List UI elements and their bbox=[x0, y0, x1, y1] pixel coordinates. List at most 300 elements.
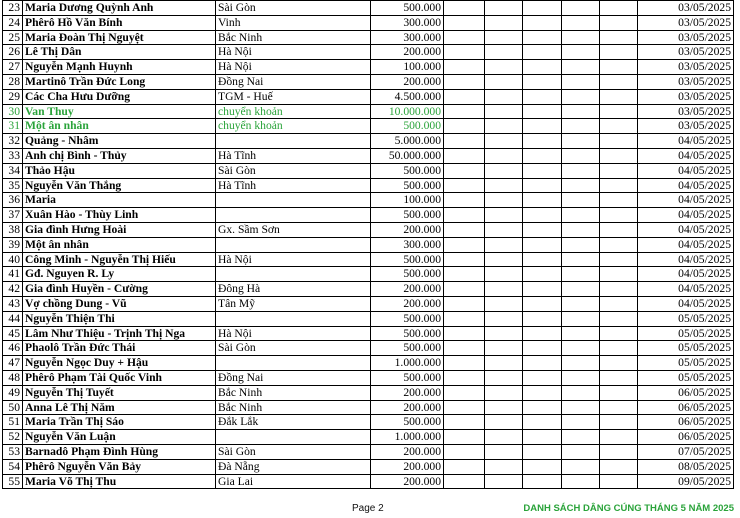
empty-cell bbox=[485, 237, 523, 252]
empty-cell bbox=[444, 459, 485, 474]
empty-cell bbox=[485, 119, 523, 134]
donor-place: Hà Tĩnh bbox=[216, 178, 371, 193]
empty-cell bbox=[444, 222, 485, 237]
donation-amount: 500.000 bbox=[371, 415, 444, 430]
table-row bbox=[3, 311, 734, 326]
empty-cell bbox=[485, 296, 523, 311]
donor-place bbox=[216, 208, 371, 223]
empty-cell bbox=[523, 148, 562, 163]
empty-cell bbox=[444, 104, 485, 119]
empty-cell bbox=[600, 193, 638, 208]
empty-cell bbox=[485, 74, 523, 89]
empty-cell bbox=[485, 459, 523, 474]
empty-cell bbox=[485, 267, 523, 282]
table-row bbox=[3, 415, 734, 430]
donation-amount: 500.000 bbox=[371, 252, 444, 267]
donation-date: 05/05/2025 bbox=[638, 356, 734, 371]
donor-name: Phêrô Hồ Văn Bính bbox=[23, 15, 216, 30]
empty-cell bbox=[600, 385, 638, 400]
empty-cell bbox=[485, 89, 523, 104]
empty-cell bbox=[562, 30, 600, 45]
empty-cell bbox=[562, 282, 600, 297]
empty-cell bbox=[485, 1, 523, 16]
empty-cell bbox=[600, 74, 638, 89]
donation-amount: 100.000 bbox=[371, 60, 444, 75]
donor-place: Đồng Nai bbox=[216, 74, 371, 89]
empty-cell bbox=[600, 1, 638, 16]
empty-cell bbox=[523, 444, 562, 459]
table-row bbox=[3, 282, 734, 297]
donor-name: Barnadô Phạm Đình Hùng bbox=[23, 444, 216, 459]
donor-name: Một ân nhân bbox=[23, 119, 216, 134]
donation-amount: 200.000 bbox=[371, 282, 444, 297]
donor-name: Phêrô Phạm Tài Quốc Vinh bbox=[23, 370, 216, 385]
row-number: 55 bbox=[3, 474, 23, 489]
empty-cell bbox=[562, 178, 600, 193]
donation-date: 04/05/2025 bbox=[638, 163, 734, 178]
empty-cell bbox=[523, 459, 562, 474]
donor-name: Thảo Hậu bbox=[23, 163, 216, 178]
table-row bbox=[3, 148, 734, 163]
donor-name: Van Thuy bbox=[23, 104, 216, 119]
empty-cell bbox=[562, 311, 600, 326]
row-number: 44 bbox=[3, 311, 23, 326]
donor-name: Gia đình Huyền - Cường bbox=[23, 282, 216, 297]
empty-cell bbox=[523, 89, 562, 104]
empty-cell bbox=[600, 341, 638, 356]
empty-cell bbox=[485, 385, 523, 400]
donation-date: 05/05/2025 bbox=[638, 341, 734, 356]
donation-table bbox=[2, 0, 734, 489]
empty-cell bbox=[485, 370, 523, 385]
empty-cell bbox=[562, 296, 600, 311]
donation-amount: 500.000 bbox=[371, 208, 444, 223]
donor-name: Martinô Trần Đức Long bbox=[23, 74, 216, 89]
row-number: 40 bbox=[3, 252, 23, 267]
donor-place: Tân Mỹ bbox=[216, 296, 371, 311]
table-row bbox=[3, 119, 734, 134]
donor-place: Sài Gòn bbox=[216, 444, 371, 459]
row-number: 36 bbox=[3, 193, 23, 208]
empty-cell bbox=[444, 60, 485, 75]
table-row bbox=[3, 326, 734, 341]
empty-cell bbox=[562, 474, 600, 489]
donation-date: 07/05/2025 bbox=[638, 444, 734, 459]
empty-cell bbox=[485, 178, 523, 193]
row-number: 37 bbox=[3, 208, 23, 223]
empty-cell bbox=[562, 341, 600, 356]
empty-cell bbox=[562, 444, 600, 459]
empty-cell bbox=[485, 45, 523, 60]
donor-place: Sài Gòn bbox=[216, 163, 371, 178]
donation-date: 03/05/2025 bbox=[638, 89, 734, 104]
donation-date: 05/05/2025 bbox=[638, 311, 734, 326]
empty-cell bbox=[485, 341, 523, 356]
empty-cell bbox=[523, 415, 562, 430]
donation-date: 04/05/2025 bbox=[638, 148, 734, 163]
table-row bbox=[3, 459, 734, 474]
empty-cell bbox=[523, 222, 562, 237]
donation-date: 06/05/2025 bbox=[638, 400, 734, 415]
donor-place: Vinh bbox=[216, 15, 371, 30]
empty-cell bbox=[600, 178, 638, 193]
empty-cell bbox=[600, 444, 638, 459]
table-row bbox=[3, 15, 734, 30]
empty-cell bbox=[562, 119, 600, 134]
document-title: DANH SÁCH DÂNG CÚNG THÁNG 5 NĂM 2025 bbox=[523, 503, 734, 514]
donor-place: chuyển khoản bbox=[216, 104, 371, 119]
empty-cell bbox=[444, 1, 485, 16]
donor-place bbox=[216, 311, 371, 326]
donation-amount: 200.000 bbox=[371, 459, 444, 474]
empty-cell bbox=[523, 178, 562, 193]
empty-cell bbox=[444, 45, 485, 60]
row-number: 49 bbox=[3, 385, 23, 400]
table-row bbox=[3, 341, 734, 356]
donor-name: Maria bbox=[23, 193, 216, 208]
row-number: 23 bbox=[3, 1, 23, 16]
empty-cell bbox=[523, 134, 562, 149]
empty-cell bbox=[562, 267, 600, 282]
table-row bbox=[3, 134, 734, 149]
empty-cell bbox=[444, 252, 485, 267]
table-row bbox=[3, 237, 734, 252]
donation-amount: 200.000 bbox=[371, 296, 444, 311]
empty-cell bbox=[600, 148, 638, 163]
empty-cell bbox=[600, 237, 638, 252]
donation-amount: 4.500.000 bbox=[371, 89, 444, 104]
empty-cell bbox=[523, 30, 562, 45]
empty-cell bbox=[444, 267, 485, 282]
donor-place: Đông Hà bbox=[216, 282, 371, 297]
empty-cell bbox=[523, 193, 562, 208]
empty-cell bbox=[562, 89, 600, 104]
empty-cell bbox=[485, 282, 523, 297]
donation-amount: 200.000 bbox=[371, 45, 444, 60]
donation-date: 03/05/2025 bbox=[638, 1, 734, 16]
donor-place: TGM - Huế bbox=[216, 89, 371, 104]
donation-amount: 500.000 bbox=[371, 1, 444, 16]
empty-cell bbox=[600, 104, 638, 119]
empty-cell bbox=[485, 163, 523, 178]
empty-cell bbox=[523, 430, 562, 445]
empty-cell bbox=[562, 208, 600, 223]
donation-date: 06/05/2025 bbox=[638, 430, 734, 445]
empty-cell bbox=[600, 15, 638, 30]
table-row bbox=[3, 252, 734, 267]
empty-cell bbox=[562, 222, 600, 237]
empty-cell bbox=[600, 208, 638, 223]
row-number: 53 bbox=[3, 444, 23, 459]
donation-amount: 500.000 bbox=[371, 267, 444, 282]
empty-cell bbox=[485, 30, 523, 45]
empty-cell bbox=[523, 15, 562, 30]
empty-cell bbox=[444, 370, 485, 385]
table-row bbox=[3, 222, 734, 237]
donor-name: Phaolô Trần Đức Thái bbox=[23, 341, 216, 356]
row-number: 51 bbox=[3, 415, 23, 430]
table-row bbox=[3, 74, 734, 89]
donation-amount: 300.000 bbox=[371, 15, 444, 30]
empty-cell bbox=[523, 74, 562, 89]
row-number: 50 bbox=[3, 400, 23, 415]
empty-cell bbox=[562, 459, 600, 474]
empty-cell bbox=[562, 74, 600, 89]
donor-place bbox=[216, 134, 371, 149]
table-row bbox=[3, 104, 734, 119]
table-row bbox=[3, 1, 734, 16]
empty-cell bbox=[562, 134, 600, 149]
donor-name: Nguyễn Thị Tuyết bbox=[23, 385, 216, 400]
donor-place: Đà Nẵng bbox=[216, 459, 371, 474]
donor-place: Hà Nội bbox=[216, 45, 371, 60]
empty-cell bbox=[485, 208, 523, 223]
row-number: 45 bbox=[3, 326, 23, 341]
row-number: 46 bbox=[3, 341, 23, 356]
donation-date: 03/05/2025 bbox=[638, 30, 734, 45]
donation-amount: 300.000 bbox=[371, 30, 444, 45]
empty-cell bbox=[600, 252, 638, 267]
donor-place bbox=[216, 237, 371, 252]
donor-name: Quảng - Nhâm bbox=[23, 134, 216, 149]
donation-date: 03/05/2025 bbox=[638, 104, 734, 119]
empty-cell bbox=[523, 163, 562, 178]
row-number: 28 bbox=[3, 74, 23, 89]
donor-name: Lê Thị Dân bbox=[23, 45, 216, 60]
empty-cell bbox=[523, 400, 562, 415]
donation-amount: 1.000.000 bbox=[371, 356, 444, 371]
empty-cell bbox=[485, 222, 523, 237]
table-body bbox=[3, 1, 734, 489]
table-row bbox=[3, 430, 734, 445]
empty-cell bbox=[444, 400, 485, 415]
row-number: 26 bbox=[3, 45, 23, 60]
empty-cell bbox=[485, 356, 523, 371]
row-number: 29 bbox=[3, 89, 23, 104]
empty-cell bbox=[600, 45, 638, 60]
donation-date: 04/05/2025 bbox=[638, 193, 734, 208]
empty-cell bbox=[485, 326, 523, 341]
table-row bbox=[3, 30, 734, 45]
empty-cell bbox=[444, 89, 485, 104]
empty-cell bbox=[562, 400, 600, 415]
empty-cell bbox=[562, 104, 600, 119]
empty-cell bbox=[600, 282, 638, 297]
donor-place bbox=[216, 193, 371, 208]
donation-date: 05/05/2025 bbox=[638, 370, 734, 385]
row-number: 41 bbox=[3, 267, 23, 282]
table-row bbox=[3, 370, 734, 385]
empty-cell bbox=[444, 208, 485, 223]
donor-name: Xuân Hào - Thùy Linh bbox=[23, 208, 216, 223]
empty-cell bbox=[562, 1, 600, 16]
row-number: 54 bbox=[3, 459, 23, 474]
row-number: 52 bbox=[3, 430, 23, 445]
donation-date: 03/05/2025 bbox=[638, 15, 734, 30]
empty-cell bbox=[523, 356, 562, 371]
table-row bbox=[3, 163, 734, 178]
table-row bbox=[3, 356, 734, 371]
empty-cell bbox=[444, 148, 485, 163]
empty-cell bbox=[600, 30, 638, 45]
donor-name: Nguyễn Mạnh Huynh bbox=[23, 60, 216, 75]
donation-amount: 500.000 bbox=[371, 311, 444, 326]
empty-cell bbox=[562, 163, 600, 178]
empty-cell bbox=[600, 296, 638, 311]
donor-place: chuyển khoản bbox=[216, 119, 371, 134]
empty-cell bbox=[600, 163, 638, 178]
table-row bbox=[3, 296, 734, 311]
row-number: 38 bbox=[3, 222, 23, 237]
empty-cell bbox=[562, 15, 600, 30]
empty-cell bbox=[523, 296, 562, 311]
donor-name: Maria Võ Thị Thu bbox=[23, 474, 216, 489]
donor-name: Phêrô Nguyễn Văn Bảy bbox=[23, 459, 216, 474]
donation-amount: 10.000.000 bbox=[371, 104, 444, 119]
donation-date: 09/05/2025 bbox=[638, 474, 734, 489]
empty-cell bbox=[562, 45, 600, 60]
donation-amount: 200.000 bbox=[371, 400, 444, 415]
donor-name: Nguyễn Văn Thắng bbox=[23, 178, 216, 193]
donor-place: Bắc Ninh bbox=[216, 400, 371, 415]
empty-cell bbox=[444, 30, 485, 45]
donor-place: Gia Lai bbox=[216, 474, 371, 489]
donor-place: Đắk Lắk bbox=[216, 415, 371, 430]
donation-date: 04/05/2025 bbox=[638, 237, 734, 252]
empty-cell bbox=[523, 474, 562, 489]
donation-amount: 200.000 bbox=[371, 444, 444, 459]
empty-cell bbox=[485, 148, 523, 163]
empty-cell bbox=[444, 178, 485, 193]
donation-date: 04/05/2025 bbox=[638, 134, 734, 149]
empty-cell bbox=[600, 356, 638, 371]
empty-cell bbox=[562, 385, 600, 400]
table-row bbox=[3, 385, 734, 400]
donation-date: 04/05/2025 bbox=[638, 208, 734, 223]
donation-amount: 500.000 bbox=[371, 163, 444, 178]
donation-amount: 100.000 bbox=[371, 193, 444, 208]
donor-place: Hà Nội bbox=[216, 252, 371, 267]
row-number: 33 bbox=[3, 148, 23, 163]
row-number: 27 bbox=[3, 60, 23, 75]
donation-amount: 200.000 bbox=[371, 74, 444, 89]
donation-amount: 300.000 bbox=[371, 237, 444, 252]
empty-cell bbox=[600, 400, 638, 415]
empty-cell bbox=[523, 311, 562, 326]
empty-cell bbox=[600, 89, 638, 104]
empty-cell bbox=[444, 415, 485, 430]
empty-cell bbox=[485, 474, 523, 489]
donor-name: Nguyễn Văn Luận bbox=[23, 430, 216, 445]
donor-place: Sài Gòn bbox=[216, 1, 371, 16]
donor-place: Đồng Nai bbox=[216, 370, 371, 385]
donation-date: 04/05/2025 bbox=[638, 296, 734, 311]
empty-cell bbox=[600, 370, 638, 385]
empty-cell bbox=[444, 444, 485, 459]
table-row bbox=[3, 45, 734, 60]
row-number: 31 bbox=[3, 119, 23, 134]
table-row bbox=[3, 400, 734, 415]
donor-place: Bắc Ninh bbox=[216, 30, 371, 45]
empty-cell bbox=[562, 148, 600, 163]
empty-cell bbox=[444, 356, 485, 371]
empty-cell bbox=[444, 311, 485, 326]
empty-cell bbox=[444, 282, 485, 297]
empty-cell bbox=[485, 311, 523, 326]
empty-cell bbox=[485, 430, 523, 445]
donor-place bbox=[216, 356, 371, 371]
donation-date: 04/05/2025 bbox=[638, 252, 734, 267]
donor-name: Một ân nhân bbox=[23, 237, 216, 252]
row-number: 42 bbox=[3, 282, 23, 297]
donation-amount: 1.000.000 bbox=[371, 430, 444, 445]
empty-cell bbox=[600, 60, 638, 75]
empty-cell bbox=[600, 415, 638, 430]
row-number: 43 bbox=[3, 296, 23, 311]
donation-date: 04/05/2025 bbox=[638, 282, 734, 297]
donation-date: 03/05/2025 bbox=[638, 60, 734, 75]
empty-cell bbox=[523, 385, 562, 400]
empty-cell bbox=[562, 415, 600, 430]
donor-place: Hà Nội bbox=[216, 326, 371, 341]
row-number: 24 bbox=[3, 15, 23, 30]
empty-cell bbox=[600, 119, 638, 134]
empty-cell bbox=[485, 444, 523, 459]
empty-cell bbox=[523, 267, 562, 282]
empty-cell bbox=[523, 252, 562, 267]
empty-cell bbox=[600, 474, 638, 489]
empty-cell bbox=[562, 193, 600, 208]
empty-cell bbox=[523, 1, 562, 16]
empty-cell bbox=[444, 134, 485, 149]
donor-place: Hà Tĩnh bbox=[216, 148, 371, 163]
empty-cell bbox=[444, 326, 485, 341]
table-row bbox=[3, 60, 734, 75]
empty-cell bbox=[444, 74, 485, 89]
empty-cell bbox=[600, 267, 638, 282]
empty-cell bbox=[444, 474, 485, 489]
donor-name: Gia đình Hưng Hoài bbox=[23, 222, 216, 237]
row-number: 47 bbox=[3, 356, 23, 371]
empty-cell bbox=[485, 252, 523, 267]
table-row bbox=[3, 444, 734, 459]
donation-date: 04/05/2025 bbox=[638, 178, 734, 193]
table-row bbox=[3, 208, 734, 223]
empty-cell bbox=[485, 134, 523, 149]
row-number: 48 bbox=[3, 370, 23, 385]
empty-cell bbox=[485, 400, 523, 415]
empty-cell bbox=[444, 193, 485, 208]
empty-cell bbox=[562, 237, 600, 252]
empty-cell bbox=[562, 252, 600, 267]
table-row bbox=[3, 193, 734, 208]
donation-date: 05/05/2025 bbox=[638, 326, 734, 341]
empty-cell bbox=[523, 45, 562, 60]
donor-place: Sài Gòn bbox=[216, 341, 371, 356]
empty-cell bbox=[600, 222, 638, 237]
table-row bbox=[3, 89, 734, 104]
donor-name: Nguyễn Ngọc Duy + Hậu bbox=[23, 356, 216, 371]
empty-cell bbox=[523, 119, 562, 134]
donation-date: 03/05/2025 bbox=[638, 45, 734, 60]
row-number: 34 bbox=[3, 163, 23, 178]
empty-cell bbox=[600, 311, 638, 326]
donation-amount: 5.000.000 bbox=[371, 134, 444, 149]
empty-cell bbox=[600, 430, 638, 445]
donation-date: 06/05/2025 bbox=[638, 385, 734, 400]
empty-cell bbox=[523, 370, 562, 385]
donor-name: Maria Đoàn Thị Nguyệt bbox=[23, 30, 216, 45]
